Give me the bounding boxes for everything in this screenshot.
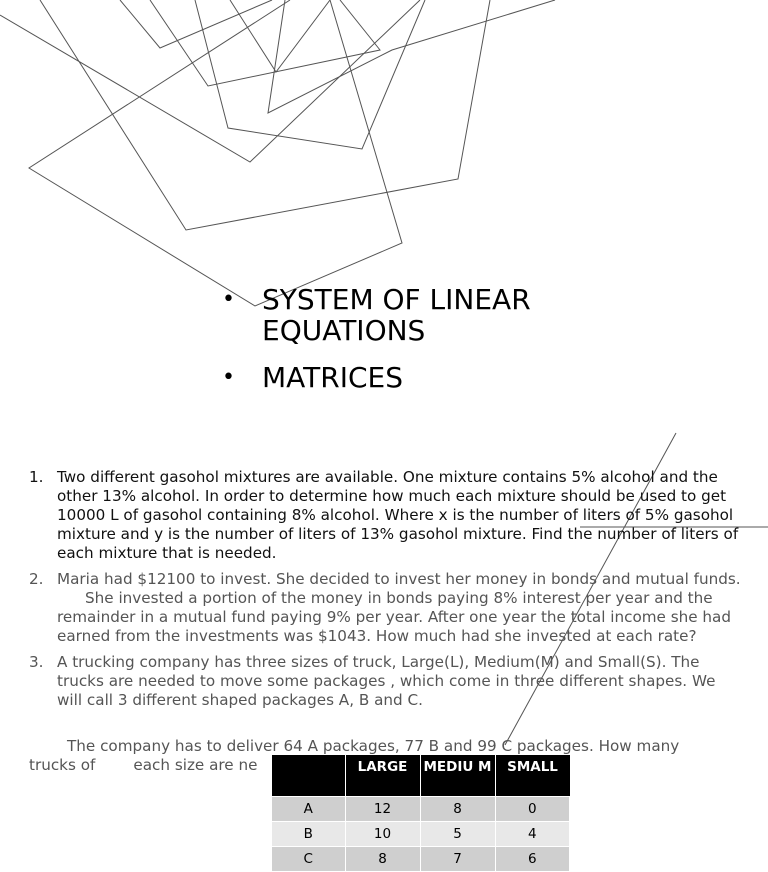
table-cell: 8 — [345, 847, 420, 872]
bullet-icon: • — [222, 365, 235, 390]
topic-label: MATRICES — [262, 361, 403, 394]
topics-list — [220, 284, 640, 409]
problem-text: A trucking company has three sizes of truck, Large(L), Medium(M) and Small(S). The trucks are needed to move some packages , which come in three different shapes. We will call 3 different shaped packages A, B and C. — [57, 653, 716, 709]
table-cell: B — [272, 822, 346, 847]
table-header-row — [272, 755, 570, 797]
decor-line — [0, 0, 420, 162]
table-cell: A — [272, 797, 346, 822]
problem-item — [29, 653, 741, 710]
continuation-line: The company has to deliver 64 A packages, 77 B and 99 C packages. How many — [67, 737, 680, 755]
table-cell: 10 — [345, 822, 420, 847]
table-cell: 4 — [495, 822, 570, 847]
table-row — [272, 797, 570, 822]
problem-text-part: She invested a portion of the money in bonds paying 8% interest per year and the remainder in a mutual fund paying 9% per year. After one year the total income she had earned from the investments was $1043. How much had she invested at each rate? — [57, 589, 731, 645]
table-row — [272, 822, 570, 847]
problem-number: 2. — [29, 570, 44, 588]
problem-text: Two different gasohol mixtures are available. One mixture contains 5% alcohol and the other 13% alcohol. In order to determine how much each mixture should be used to get 10000 L of gasohol containing 8% alcohol. Where x is the number of liters of 5% gasohol mixture and y is the number of liters of 13% gasohol mixture. Find the number of liters of each mixture that is needed. — [57, 468, 739, 562]
decor-line — [195, 0, 425, 149]
table-cell: C — [272, 847, 346, 872]
topic-item — [220, 362, 640, 393]
problem-list — [29, 468, 741, 717]
decor-line — [29, 0, 402, 306]
packages-table — [271, 755, 570, 872]
table-header — [272, 755, 346, 797]
problem-item — [29, 570, 741, 646]
topic-label: SYSTEM OF LINEAR EQUATIONS — [262, 283, 531, 347]
decor-line — [40, 0, 490, 230]
problem-number: 1. — [29, 468, 44, 486]
table-cell: 5 — [420, 822, 495, 847]
problem-text-part: Maria had $12100 to invest. She decided to invest her money in bonds and mutual funds. — [57, 570, 741, 588]
table-cell: 12 — [345, 797, 420, 822]
decor-line — [120, 0, 272, 48]
table-cell: 7 — [420, 847, 495, 872]
table-header: MEDIU M — [420, 755, 495, 797]
continuation-text: each size are ne — [133, 756, 258, 774]
table-row — [272, 847, 570, 872]
topic-item — [220, 284, 640, 346]
bullet-icon: • — [222, 287, 235, 312]
table-cell: 6 — [495, 847, 570, 872]
continuation-text: trucks of — [29, 756, 96, 774]
problem-number: 3. — [29, 653, 44, 671]
table-cell: 8 — [420, 797, 495, 822]
problem-item — [29, 468, 741, 563]
decor-line — [268, 0, 555, 113]
table-cell: 0 — [495, 797, 570, 822]
problem-text — [57, 570, 741, 646]
table-header: LARGE — [345, 755, 420, 797]
table-header: SMALL — [495, 755, 570, 797]
